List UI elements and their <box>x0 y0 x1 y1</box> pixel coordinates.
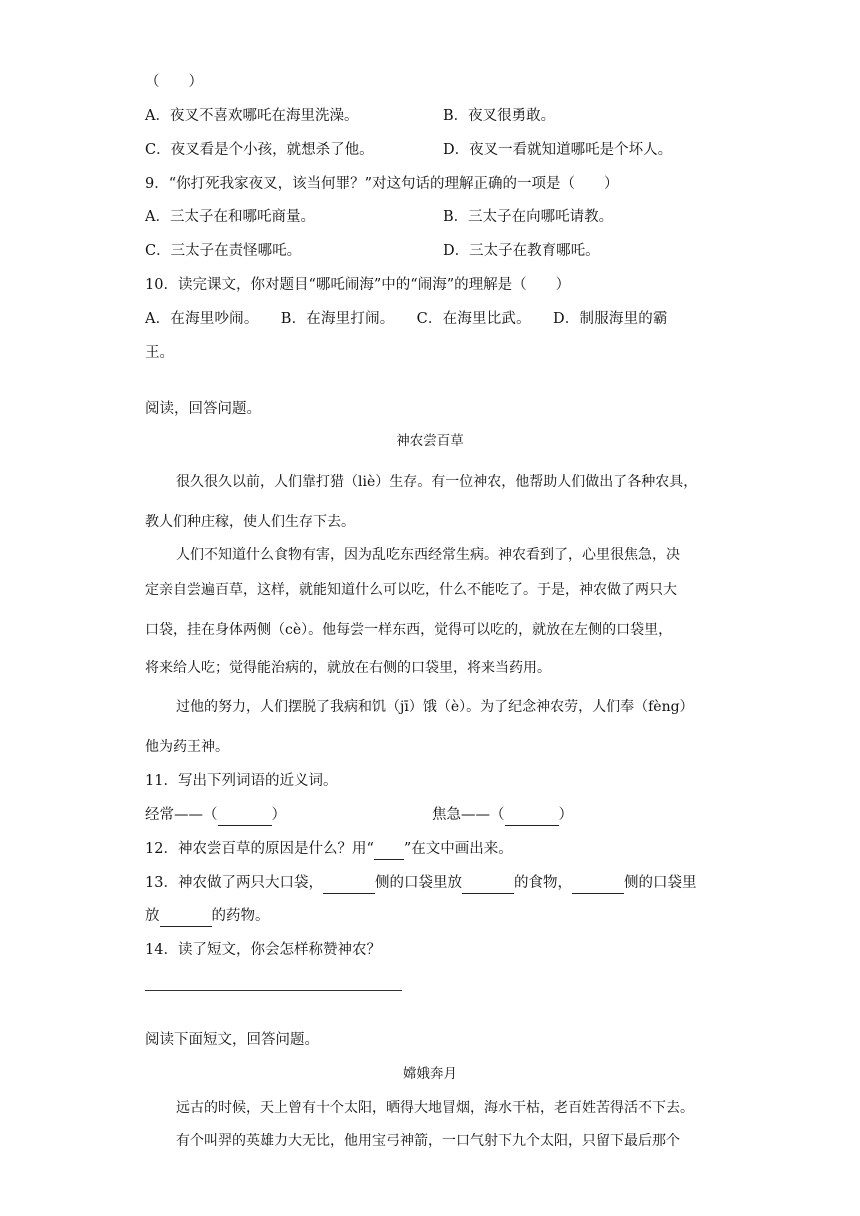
q11-stem: 11．写出下列词语的近义词。 <box>145 773 338 789</box>
q11-word2-blank[interactable] <box>505 805 559 826</box>
q8-option-c: C．夜叉看是个小孩，就想杀了他。 <box>145 142 374 158</box>
reading1-p3-line1: 过他的努力，人们摆脱了我病和饥（jī）饿（è）。为了纪念神农劳，人们奉（fèng） <box>176 699 694 715</box>
reading2-intro: 阅读下面短文，回答问题。 <box>145 1032 319 1048</box>
q12-underline-sample <box>374 839 404 860</box>
q9-stem: 9．“你打死我家夜叉，该当何罪？”对这句话的理解正确的一项是（ ） <box>145 176 619 192</box>
q13-text2: 侧的口袋里放 <box>374 875 462 891</box>
reading1-p2-line2: 定亲自尝遍百草，这样，就能知道什么可以吃，什么不能吃了。于是，神农做了两只大 <box>145 582 677 598</box>
q9-option-c: C．三太子在责怪哪吒。 <box>145 243 302 259</box>
reading1-p2-line3: 口袋，挂在身体两侧（cè）。他每尝一样东西，觉得可以吃的，就放在左侧的口袋里， <box>145 622 673 638</box>
reading1-p2-line4: 将来给人吃；觉得能治病的，就放在右侧的口袋里，将来当药用。 <box>145 660 551 676</box>
q11-word2-label: 焦急——（ <box>432 807 505 823</box>
q12-text-pre: 12．神农尝百草的原因是什么？用“ <box>145 841 374 857</box>
reading2-title: 嫦娥奔月 <box>403 1066 457 1082</box>
reading2-line1: 远古的时候，天上曾有十个太阳，晒得大地冒烟，海水干枯，老百姓苦得活不下去。 <box>176 1100 694 1116</box>
q11-word1-close: ） <box>271 807 286 823</box>
q13-blank4[interactable] <box>160 906 212 927</box>
q11-word1-blank[interactable] <box>218 805 272 826</box>
reading1-title: 神农尝百草 <box>396 433 464 449</box>
q13-text3: 的食物， <box>513 875 572 891</box>
q10-options-wrap: 王。 <box>145 345 174 361</box>
q13-blank2[interactable] <box>462 873 514 894</box>
q14-stem: 14．读了短文，你会怎样称赞神农？ <box>145 942 381 958</box>
reading1-p2-line1: 人们不知道什么食物有害，因为乱吃东西经常生病。神农看到了，心里很焦急，决 <box>176 547 680 563</box>
reading1-p1-line1: 很久很久以前，人们靠打猎（liè）生存。有一位神农，他帮助人们做出了各种农具， <box>176 474 698 490</box>
q9-option-d: D．三太子在教育哪吒。 <box>443 243 600 259</box>
q13-text1: 13．神农做了两只大口袋， <box>145 875 323 891</box>
q8-answer-paren: （ ） <box>145 74 203 90</box>
q12-text-post: ”在文中画出来。 <box>403 841 513 857</box>
q13-line2 <box>145 906 270 927</box>
q11-word1 <box>145 805 286 826</box>
reading2-line2: 有个叫羿的英雄力大无比，他用宝弓神箭，一口气射下九个太阳，只留下最后那个 <box>176 1133 680 1149</box>
q13-text5: 放 <box>145 908 160 924</box>
reading1-intro: 阅读，回答问题。 <box>145 401 261 417</box>
q9-option-b: B．三太子在向哪吒请教。 <box>443 209 614 225</box>
reading1-p1-line2: 教人们种庄稼，使人们生存下去。 <box>145 514 355 530</box>
q13-line1 <box>145 873 696 894</box>
q13-blank3[interactable] <box>572 873 624 894</box>
q13-text4: 侧的口袋里 <box>623 875 697 891</box>
q14-answer-line[interactable] <box>145 990 402 991</box>
q8-option-b: B．夜叉很勇敢。 <box>443 108 556 124</box>
q13-blank1[interactable] <box>323 873 375 894</box>
q10-stem: 10．读完课文，你对题目“哪吒闹海”中的“闹海”的理解是（ ） <box>145 277 571 293</box>
q12-stem <box>145 839 513 860</box>
q13-text6: 的药物。 <box>211 908 270 924</box>
q11-word2 <box>432 805 573 826</box>
q11-word1-label: 经常——（ <box>145 807 218 823</box>
q11-word2-close: ） <box>558 807 573 823</box>
q8-option-a: A．夜叉不喜欢哪吒在海里洗澡。 <box>145 108 359 124</box>
q8-option-d: D．夜叉一看就知道哪吒是个坏人。 <box>443 142 673 158</box>
q9-option-a: A．三太子在和哪吒商量。 <box>145 209 315 225</box>
reading1-p3-line2: 他为药王神。 <box>145 739 229 755</box>
q10-options: A．在海里吵闹。 B．在海里打闹。 C．在海里比武。 D．制服海里的霸 <box>145 311 668 327</box>
